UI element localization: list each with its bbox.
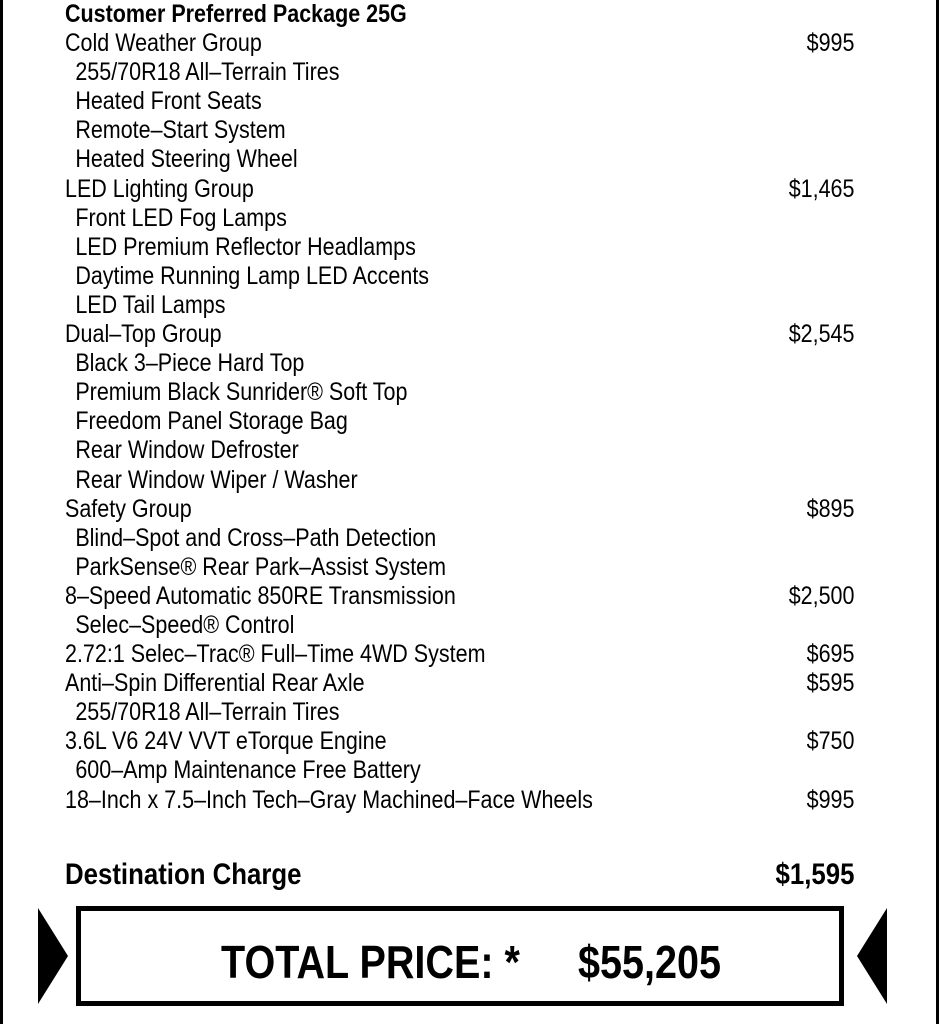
destination-row <box>65 858 854 892</box>
option-name: LED Lighting Group <box>65 174 254 203</box>
page-border-right <box>936 0 939 1024</box>
destination-price: $1,595 <box>775 858 855 891</box>
option-name: Freedom Panel Storage Bag <box>75 407 348 436</box>
option-sub-item <box>65 378 854 407</box>
option-sub-item <box>65 204 854 233</box>
option-sub-item <box>65 466 854 495</box>
option-price: $995 <box>806 785 855 814</box>
option-sub-item <box>65 349 854 378</box>
destination-label: Destination Charge <box>65 858 302 891</box>
option-name: Heated Front Seats <box>75 87 262 116</box>
option-price: $2,500 <box>788 581 855 610</box>
option-name: 3.6L V6 24V VVT eTorque Engine <box>65 727 387 756</box>
option-name: Anti–Spin Differential Rear Axle <box>65 669 365 698</box>
option-group-row <box>65 727 854 756</box>
option-group-row <box>65 669 854 698</box>
option-name: Heated Steering Wheel <box>75 145 298 174</box>
option-name: Premium Black Sunrider® Soft Top <box>75 378 408 407</box>
option-name: LED Tail Lamps <box>75 290 226 319</box>
option-sub-item <box>65 698 854 727</box>
option-name: Front LED Fog Lamps <box>75 203 287 232</box>
option-sub-item <box>65 116 854 145</box>
option-sub-item <box>65 262 854 291</box>
option-group-row <box>65 582 854 611</box>
option-group-row <box>65 320 854 349</box>
option-sub-item <box>65 553 854 582</box>
option-price: $695 <box>806 640 855 669</box>
option-sub-item <box>65 145 854 174</box>
option-price: $1,465 <box>788 174 855 203</box>
option-name: ParkSense® Rear Park–Assist System <box>75 552 447 581</box>
package-title: Customer Preferred Package 25G <box>65 0 407 28</box>
option-sub-item <box>65 233 854 262</box>
option-name: Rear Window Wiper / Washer <box>75 465 358 494</box>
option-name: Blind–Spot and Cross–Path Detection <box>75 523 437 552</box>
total-price-box <box>76 906 844 1006</box>
option-name: Black 3–Piece Hard Top <box>75 349 305 378</box>
option-name: Cold Weather Group <box>65 29 262 58</box>
option-price: $2,545 <box>788 320 855 349</box>
option-sub-item <box>65 436 854 465</box>
option-name: Daytime Running Lamp LED Accents <box>75 261 430 290</box>
option-name: LED Premium Reflector Headlamps <box>75 232 416 261</box>
option-sub-item <box>65 291 854 320</box>
option-price: $995 <box>806 29 855 58</box>
option-sub-item <box>65 756 854 785</box>
option-group-row <box>65 495 854 524</box>
option-sub-item <box>65 58 854 87</box>
option-name: 600–Amp Maintenance Free Battery <box>75 756 421 785</box>
option-price: $750 <box>806 727 855 756</box>
option-name: Remote–Start System <box>75 116 286 145</box>
option-name: Safety Group <box>65 494 192 523</box>
option-name: 255/70R18 All–Terrain Tires <box>75 698 340 727</box>
option-group-row <box>65 640 854 669</box>
option-sub-item <box>65 611 854 640</box>
option-group-row <box>65 786 854 815</box>
option-price: $595 <box>806 669 855 698</box>
option-name: 18–Inch x 7.5–Inch Tech–Gray Machined–Face Wheels <box>65 785 593 814</box>
option-name: 255/70R18 All–Terrain Tires <box>75 58 340 87</box>
option-name: Rear Window Defroster <box>75 436 299 465</box>
option-group-row <box>65 29 854 58</box>
total-price-label: TOTAL PRICE: * <box>221 936 520 988</box>
option-price: $895 <box>806 494 855 523</box>
total-price-value: $55,205 <box>578 936 722 988</box>
option-sub-item <box>65 524 854 553</box>
option-group-row <box>65 175 854 204</box>
arrow-right-pointing-icon <box>38 908 68 1004</box>
package-title-row <box>65 0 854 29</box>
option-name: 8–Speed Automatic 850RE Transmission <box>65 581 456 610</box>
option-sub-item <box>65 407 854 436</box>
option-lines <box>65 29 855 815</box>
option-name: Dual–Top Group <box>65 320 222 349</box>
option-name: 2.72:1 Selec–Trac® Full–Time 4WD System <box>65 640 486 669</box>
arrow-left-pointing-icon <box>857 908 887 1004</box>
option-list <box>65 0 855 815</box>
option-sub-item <box>65 87 854 116</box>
option-name: Selec–Speed® Control <box>75 610 295 639</box>
page-border-left <box>0 0 3 1024</box>
